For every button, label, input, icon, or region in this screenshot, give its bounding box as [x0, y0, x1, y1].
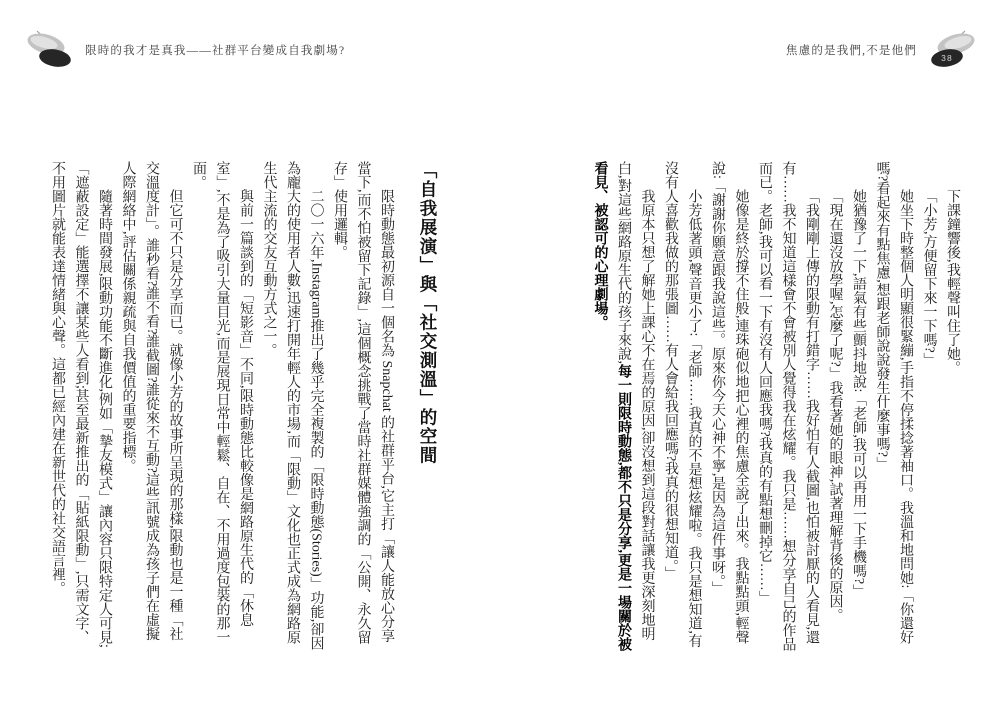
- paragraph: 她像是終於撐不住般,連珠砲似地把心裡的焦慮全說了出來。我點點頭,輕聲說:「謝謝你願意跟我說這些。原來你今天心神不寧,是因為這件事呀。」: [710, 161, 749, 644]
- left-running-head: [24, 30, 345, 70]
- paragraph: 小芳低著頭,聲音更小了:「老師……我真的不是想炫耀啦。我只是想知道,有沒有人喜歡我做的那張圖……有人會給我回應嗎?我真的很想知道。」: [663, 161, 702, 648]
- paragraph: 「現在還沒放學喔,怎麼了呢?」我看著她的眼神,試著理解背後的原因。: [827, 189, 843, 623]
- left-page-body: [46, 161, 444, 653]
- paragraph: 「小芳,方便留下來一下嗎?」: [921, 189, 937, 367]
- paragraph: 她猶豫了一下,語氣有些顫抖地說:「老師,我可以再用一下手機嗎?」: [851, 189, 866, 599]
- section-title: 「自我展演」與「社交測溫」的空間: [418, 161, 438, 465]
- paragraph: 與前一篇談到的「短影音」不同,限時動態比較像是網路原生代的「休息室」,不是為了吸引大量目光,而是展現日常中輕鬆、自在、不用過度包裝的那一面。: [191, 161, 253, 644]
- paragraph: 「我剛剛上傳的限動有打錯字……我好怕有人截圖,也怕被討厭的人看見,還有……我不知道這樣會不會被別人覺得我在炫耀。我只是……想分享自己的作品而已。老師,我可以看一下有沒有人回應我嗎?我真的有點想刪掉它……」: [757, 161, 819, 651]
- paragraph: 二〇一六年,Instagram推出了幾乎完全複製的「限時動態(Stories)」功能,卻因為龐大的使用者人數,迅速打開年輕人的市場,而「限動」文化也正式成為網路原生代主流的交友互動方式之一。: [261, 161, 324, 651]
- left-running-head-text: 限時的我才是真我——社群平台變成自我劇場?: [85, 45, 346, 57]
- closing-lead: 我原本只想了解她上課心不在焉的原因,卻沒想到這段對話讓我更深刻地明白,對這些網路原生代的孩子來說,: [616, 161, 655, 641]
- paragraph: 但它可不只是分享而已。就像小芳的故事所呈現的那樣,限動也是一種「社交溫度計」。誰秒看?誰不看?誰截圖?誰從來不互動?這些訊號成為孩子們在虛擬人際網絡中,評估關係親疏與自我價值的重要指標。: [120, 161, 183, 641]
- page-number: 38: [941, 53, 953, 63]
- right-running-head: [786, 30, 978, 70]
- paragraph: 隨著時間發展,限動功能不斷進化,例如「摯友模式」讓內容只限特定人可見;「遮蔽設定」能選擇不讓某些人看到;甚至最新推出的「貼紙限動」,只需文字、不用圖片就能表達情緒與心聲。這都已經內建在新世代的社交語言裡。: [50, 161, 112, 648]
- closing-paragraph: [588, 161, 659, 653]
- right-page-body: [588, 161, 964, 653]
- moth-icon: [24, 30, 76, 70]
- closing-emphasis: 每一則限時動態,都不只是分享,更是一場關於被看見、被認可的心理劇場。: [592, 161, 631, 651]
- paragraph: 限時動態最初源自一個名為 Snapchat 的社群平台,它主打「讓人能放心分享當下,而不怕被留下記錄」,這個概念挑戰了當時社群媒體強調的「公開、永久留存」使用邏輯。: [332, 161, 394, 644]
- moth-icon: [926, 30, 978, 70]
- paragraph: 下課鐘響後,我輕聲叫住了她。: [945, 189, 960, 375]
- right-running-head-text: 焦慮的是我們,不是他們: [785, 45, 917, 57]
- paragraph: 她坐下時整個人明顯很緊繃,手指不停揉捻著袖口。我溫和地問她:「你還好嗎?看起來有點焦慮,想跟老師說說發生什麼事嗎?」: [874, 161, 913, 645]
